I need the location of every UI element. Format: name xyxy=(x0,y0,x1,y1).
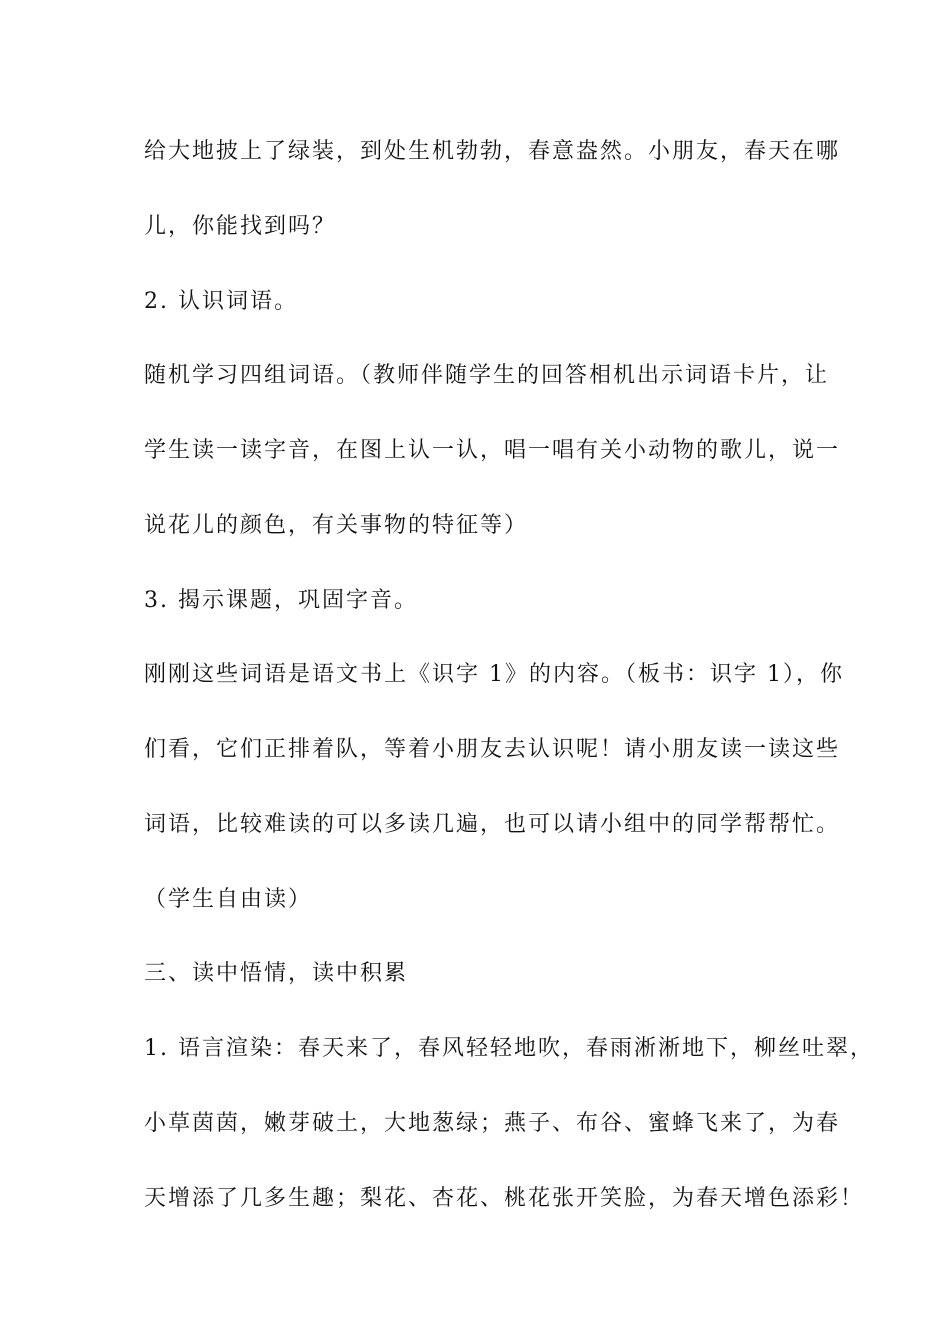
section-heading: 3. 揭示课题，巩固字音。 xyxy=(144,588,418,613)
paragraph-line: 说花儿的颜色，有关事物的特征等） xyxy=(144,513,529,538)
paragraph-line: 学生读一读字音，在图上认一认，唱一唱有关小动物的歌儿，说一 xyxy=(144,438,841,463)
paragraph-line: 给大地披上了绿装，到处生机勃勃，春意盎然。小朋友，春天在哪 xyxy=(144,139,841,164)
paragraph-line: 儿，你能找到吗？ xyxy=(144,214,337,239)
paragraph-line: （学生自由读） xyxy=(144,887,313,912)
paragraph-line: 1. 语言渲染：春天来了，春风轻轻地吹，春雨淅淅地下，柳丝吐翠， xyxy=(144,1036,874,1061)
section-heading: 2. 认识词语。 xyxy=(144,289,298,314)
section-heading: 三、读中悟情，读中积累 xyxy=(144,961,409,986)
paragraph-line: 天增添了几多生趣；梨花、杏花、桃花张开笑脸，为春天增色添彩！ xyxy=(144,1186,865,1211)
paragraph-line: 小草茵茵，嫩芽破土，大地葱绿；燕子、布谷、蜜蜂飞来了，为春 xyxy=(144,1111,841,1136)
paragraph-line: 们看，它们正排着队，等着小朋友去认识呢！请小朋友读一读这些 xyxy=(144,737,841,762)
paragraph-line: 随机学习四组词语。（教师伴随学生的回答相机出示词语卡片，让 xyxy=(144,363,830,388)
paragraph-line: 词语，比较难读的可以多读几遍，也可以请小组中的同学帮帮忙。 xyxy=(144,812,841,837)
paragraph-line: 刚刚这些词语是语文书上《识字 1》的内容。（板书：识字 1），你 xyxy=(144,662,844,687)
